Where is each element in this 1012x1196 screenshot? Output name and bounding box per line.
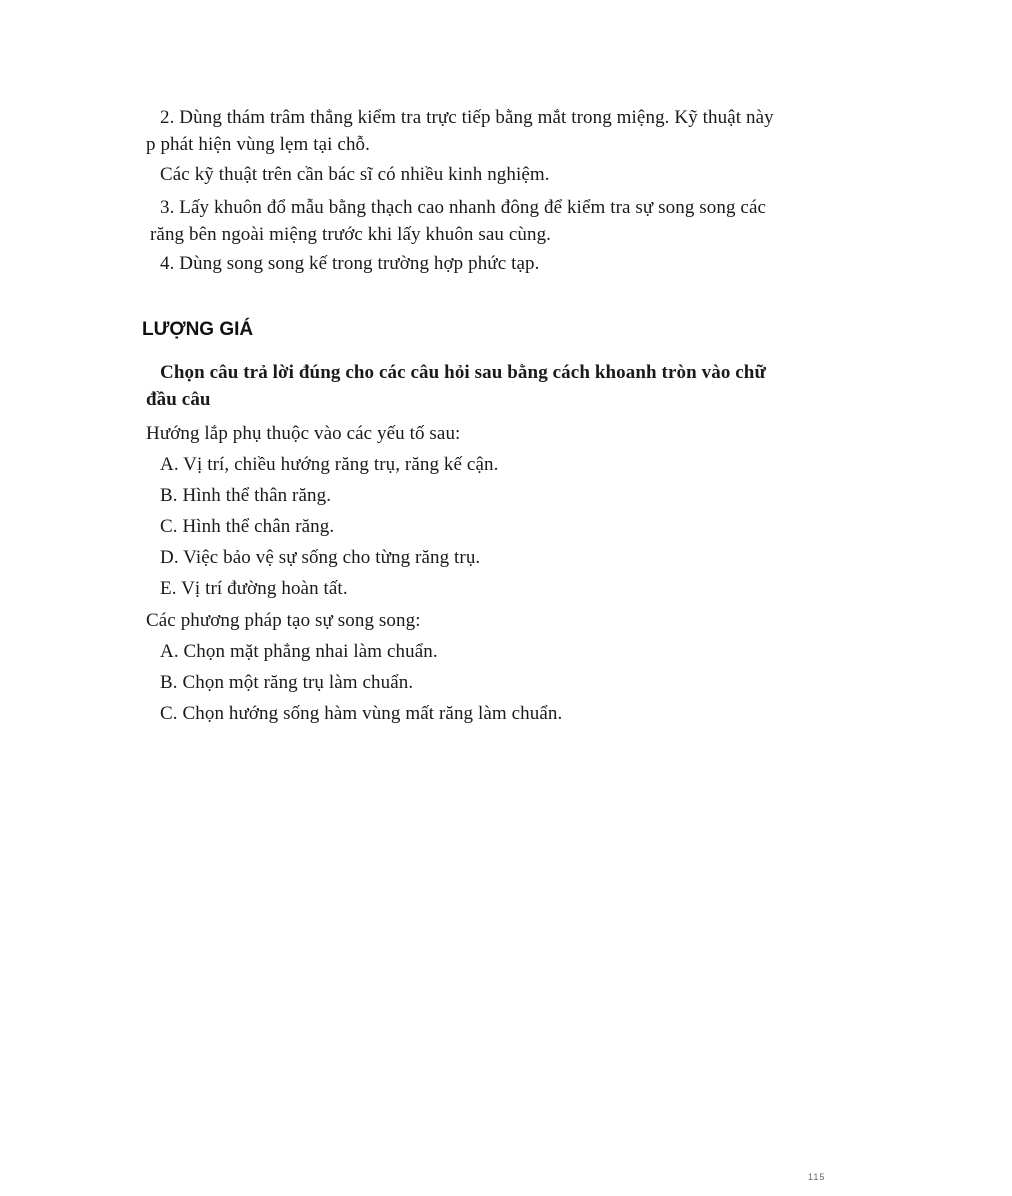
paragraph-4: 4. Dùng song song kế trong trường hợp phức tạp. [160,253,540,274]
section-title: LƯỢNG GIÁ [142,319,254,340]
instruction-line-1: Chọn câu trả lời đúng cho các câu hỏi sau bằng cách khoanh tròn vào chữ [160,362,766,383]
paragraph-2-line-1: 2. Dùng thám trâm thẳng kiểm tra trực tiếp bằng mắt trong miệng. Kỹ thuật này [160,107,774,128]
paragraph-2-line-2: p phát hiện vùng lẹm tại chỗ. [146,134,370,155]
question-2-option-c: C. Chọn hướng sống hàm vùng mất răng làm chuẩn. [160,703,563,724]
paragraph-3-line-2: răng bên ngoài miệng trước khi lấy khuôn sau cùng. [150,224,552,245]
question-1-option-d: D. Việc bảo vệ sự sống cho từng răng trụ. [160,547,481,568]
instruction-line-2: đầu câu [146,389,211,410]
question-1-option-c: C. Hình thể chân răng. [160,516,335,537]
question-2-option-b: B. Chọn một răng trụ làm chuẩn. [160,672,414,693]
question-1-option-a: A. Vị trí, chiều hướng răng trụ, răng kế cận. [160,454,499,475]
question-1-stem: Hướng lắp phụ thuộc vào các yếu tố sau: [146,423,461,444]
page-number: 115 [808,1172,826,1182]
question-2-stem: Các phương pháp tạo sự song song: [146,610,421,631]
paragraph-note: Các kỹ thuật trên cần bác sĩ có nhiều kinh nghiệm. [160,164,550,185]
question-1-option-b: B. Hình thể thân răng. [160,485,332,506]
question-2-option-a: A. Chọn mặt phẳng nhai làm chuẩn. [160,641,438,662]
paragraph-3-line-1: 3. Lấy khuôn đổ mẫu bằng thạch cao nhanh đông để kiểm tra sự song song các [160,197,767,218]
question-1-option-e: E. Vị trí đường hoàn tất. [160,578,348,599]
